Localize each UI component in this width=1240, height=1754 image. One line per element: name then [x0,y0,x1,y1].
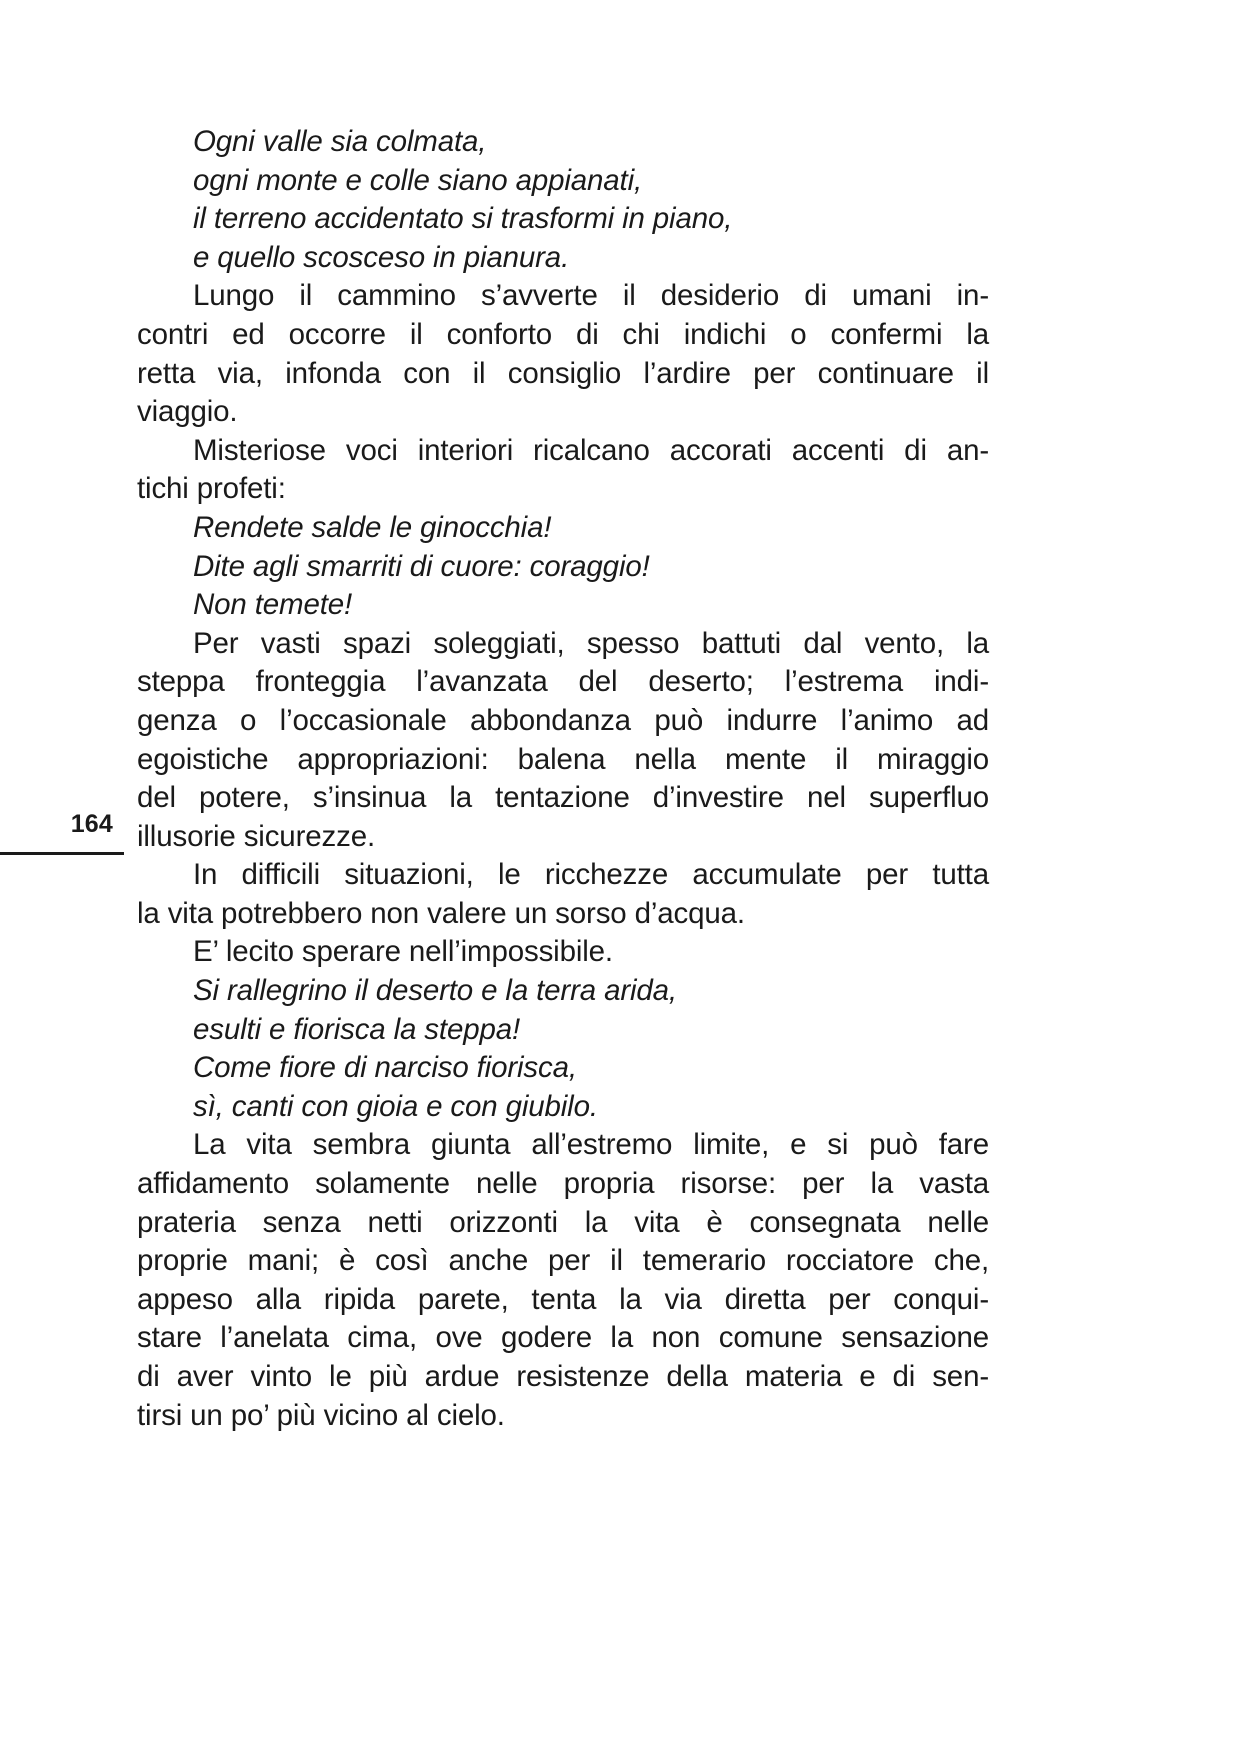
verse-line: esulti e fiorisca la steppa! [193,1012,521,1046]
text-line: viaggio. [137,395,238,429]
verse-line: e quello scosceso in pianura. [193,240,570,274]
text-line: Per vasti spazi soleggiati, spesso battuti dal vento, la [193,626,989,660]
folio-block [0,812,124,855]
verse-line: Si rallegrino il deserto e la terra arida, [193,974,677,1008]
text-line: di aver vinto le più ardue resistenze della materia e di sen- [137,1360,989,1393]
paragraph [137,933,989,972]
text-line: In difficili situazioni, le ricchezze accumulate per tutta [193,858,989,892]
verse-line: Ogni valle sia colmata, [193,125,487,158]
text-line: del potere, s’insinua la tentazione d’investire nel superfluo [137,781,989,815]
verse-line: ogni monte e colle siano appianati, [193,163,643,197]
text-line: stare l’anelata cima, ove godere la non comune sensazione [137,1321,989,1355]
text-line: genza o l’occasionale abbondanza può indurre l’animo ad [137,703,989,737]
text-line: retta via, infonda con il consiglio l’ardire per continuare il [137,356,989,390]
verse-line: Rendete salde le ginocchia! [193,510,552,544]
text-line: La vita sembra giunta all’estremo limite, e si può fare [193,1128,989,1162]
folio-rule [0,852,124,855]
text-line: Lungo il cammino s’avverte il desiderio di umani in- [193,279,989,313]
text-line: appeso alla ripida parete, tenta la via diretta per conqui- [137,1282,989,1316]
text-line: affidamento solamente nelle propria risorse: per la vasta [137,1167,989,1201]
text-line: E’ lecito sperare nell’impossibile. [193,935,613,969]
paragraph [137,856,989,933]
text-line: la vita potrebbero non valere un sorso d’acqua. [137,896,745,930]
verse-line: sì, canti con gioia e con giubilo. [193,1089,598,1123]
text-line: Misteriose voci interiori ricalcano accorati accenti di an- [193,433,989,467]
paragraph [137,625,989,857]
body-text-column [137,123,989,1435]
text-line: prateria senza netti orizzonti la vita è consegnata nelle [137,1205,989,1239]
paragraph [137,432,989,509]
paragraph [137,1126,989,1435]
text-line: egoistiche appropriazioni: balena nella mente il miraggio [137,742,989,776]
verse-line: Dite agli smarriti di cuore: coraggio! [193,549,650,583]
verse-line: il terreno accidentato si trasformi in piano, [193,202,733,236]
text-line: contri ed occorre il conforto di chi indichi o confermi la [137,317,989,351]
text-line: tichi profeti: [137,472,286,506]
text-line: tirsi un po’ più vicino al cielo. [137,1398,505,1432]
verse-line: Come fiore di narciso fiorisca, [193,1051,577,1085]
paragraph [137,277,989,431]
text-line: illusorie sicurezze. [137,819,375,853]
text-line: proprie mani; è così anche per il temerario rocciatore che, [137,1244,989,1278]
verse-line: Non temete! [193,588,353,622]
text-line: steppa fronteggia l’avanzata del deserto; l’estrema indi- [137,665,989,699]
page-number: 164 [70,810,113,838]
